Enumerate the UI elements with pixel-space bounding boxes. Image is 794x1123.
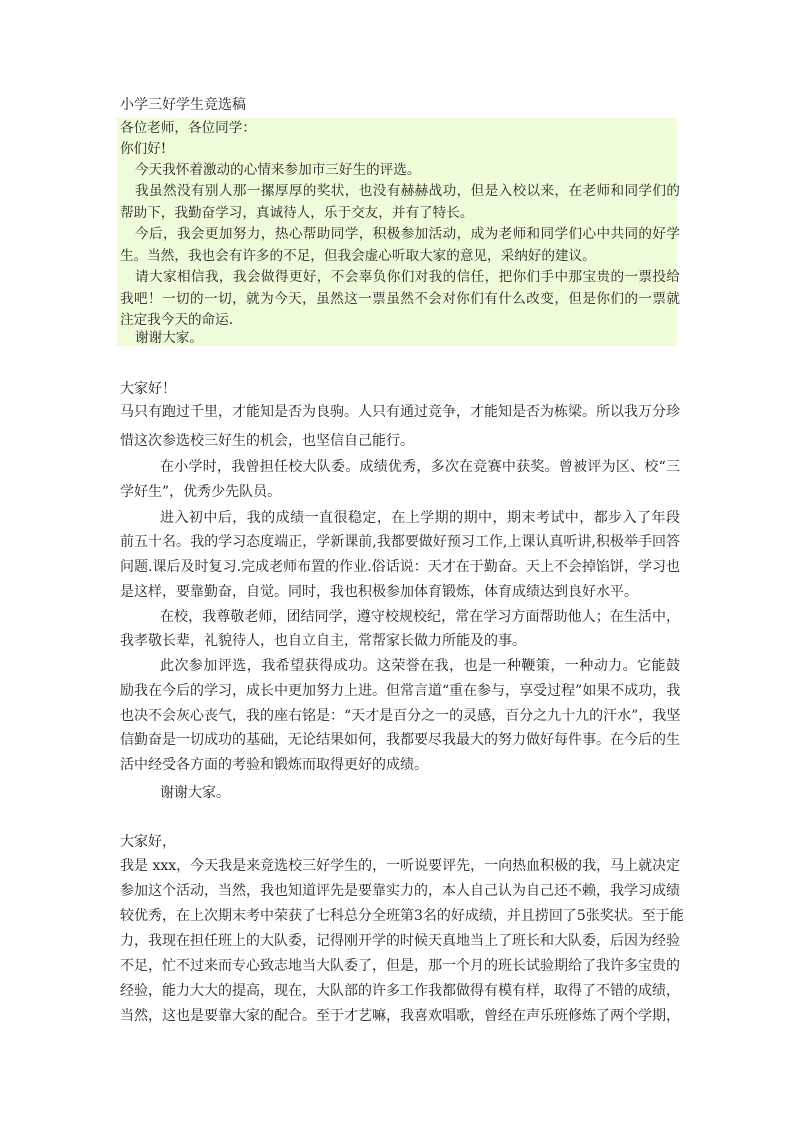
speech-line: 信勤奋是一切成功的基础，无论结果如何，我都要尽我最大的努力做好每件事。在今后的生 <box>120 732 680 748</box>
speech-line: 经验，能力大大的提高，现在，大队部的许多工作我都做得有模有样，取得了不错的成绩， <box>120 983 680 999</box>
speech-line: 今天我怀着激动的心情来参加市三好生的评选。 <box>135 162 421 178</box>
document-title: 小学三好学生竞选稿 <box>120 97 246 113</box>
speech-line: 学好生”，优秀少先队员。 <box>120 484 282 500</box>
speech-line: 不足，忙不过来而专心致志地当大队委了，但是，那一个月的班长试验期给了我许多宝贵的 <box>120 958 680 974</box>
speech-line: 今后，我会更加努力，热心帮助同学，积极参加活动，成为老师和同学们心中共同的好学 <box>135 226 680 242</box>
speech-line: 谢谢大家。 <box>160 785 230 801</box>
speech-line: 是这样，要靠勤奋，自觉。同时，我也积极参加体育锻炼，体育成绩达到良好水平。 <box>120 584 638 600</box>
speech-line: 你们好! <box>120 141 167 157</box>
speech-line: 请大家相信我，我会做得更好，不会辜负你们对我的信任，把你们手中那宝贵的一票投给 <box>135 269 680 285</box>
speech-line: 大家好， <box>120 834 176 850</box>
speech-line: 励我在今后的学习，成长中更加努力上进。但常言道“重在参与，享受过程”如果不成功，我 <box>120 683 681 699</box>
speech-line: 谢谢大家。 <box>135 330 203 346</box>
speech-line: 进入初中后，我的成绩一直很稳定，在上学期的期中，期末考试中，都步入了年段 <box>160 510 680 526</box>
speech-line: 大家好！ <box>120 381 176 397</box>
speech-line: 我吧！一切的一切，就为今天，虽然这一票虽然不会对你们有什么改变，但是你们的一票就 <box>120 291 680 307</box>
speech-line: 问题.课后及时复习.完成老师布置的作业.俗话说：天才在于勤奋。天上不会掉馅饼，学习也 <box>120 559 680 575</box>
speech-line: 较优秀，在上次期末考中荣获了七科总分全班第3名的好成绩，并且捞回了5张奖状。至于能 <box>120 908 684 924</box>
speech-line: 在小学时，我曾担任校大队委。成绩优秀，多次在竞赛中获奖。曾被评为区、校“三 <box>160 459 680 475</box>
speech-line: 帮助下，我勤奋学习，真诚待人，乐于交友，并有了特长。 <box>120 205 474 221</box>
speech-line: 活中经受各方面的考验和锻炼而取得更好的成绩。 <box>120 757 428 773</box>
speech-line: 我虽然没有别人那一摞厚厚的奖状，也没有赫赫战功，但是入校以来，在老师和同学们的 <box>135 183 680 199</box>
speech-line: 在校，我尊敬老师，团结同学，遵守校规校纪，常在学习方面帮助他人；在生活中， <box>160 609 680 625</box>
speech-line: 参加这个活动，当然，我也知道评先是要靠实力的，本人自己认为自己还不赖，我学习成绩 <box>120 883 680 899</box>
speech-line: 我是 xxx，今天我是来竞选校三好学生的，一听说要评先，一向热血积极的我，马上就决定 <box>120 858 681 874</box>
speech-line: 注定我今天的命运. <box>120 312 234 328</box>
speech-line: 也决不会灰心丧气，我的座右铭是：“天才是百分之一的灵感，百分之九十九的汗水”，我坚 <box>120 708 681 724</box>
speech-line: 马只有跑过千里，才能知是否为良驹。人只有通过竞争，才能知是否为栋梁。所以我万分珍 <box>120 404 680 420</box>
speech-line: 此次参加评选，我希望获得成功。这荣誉在我，也是一种鞭策，一种动力。它能鼓 <box>160 658 680 674</box>
speech-line: 当然，这也是要靠大家的配合。至于才艺嘛，我喜欢唱歌，曾经在声乐班修炼了两个学期， <box>120 1008 680 1024</box>
speech-line: 我孝敬长辈，礼貌待人，也自立自主，常帮家长做力所能及的事。 <box>120 633 526 649</box>
speech-line: 生。当然，我也会有许多的不足，但我会虚心听取大家的意见，采纳好的建议。 <box>120 248 596 264</box>
speech-line: 力，我现在担任班上的大队委，记得刚开学的时候天真地当上了班长和大队委，后因为经验 <box>120 933 680 949</box>
speech-line: 惜这次参选校三好生的机会，也坚信自己能行。 <box>120 433 414 449</box>
speech-line: 各位老师，各位同学： <box>120 120 256 136</box>
speech-line: 前五十名。我的学习态度端正，学新课前,我都要做好预习工作,上课认真听讲,积极举手回答 <box>120 534 680 550</box>
